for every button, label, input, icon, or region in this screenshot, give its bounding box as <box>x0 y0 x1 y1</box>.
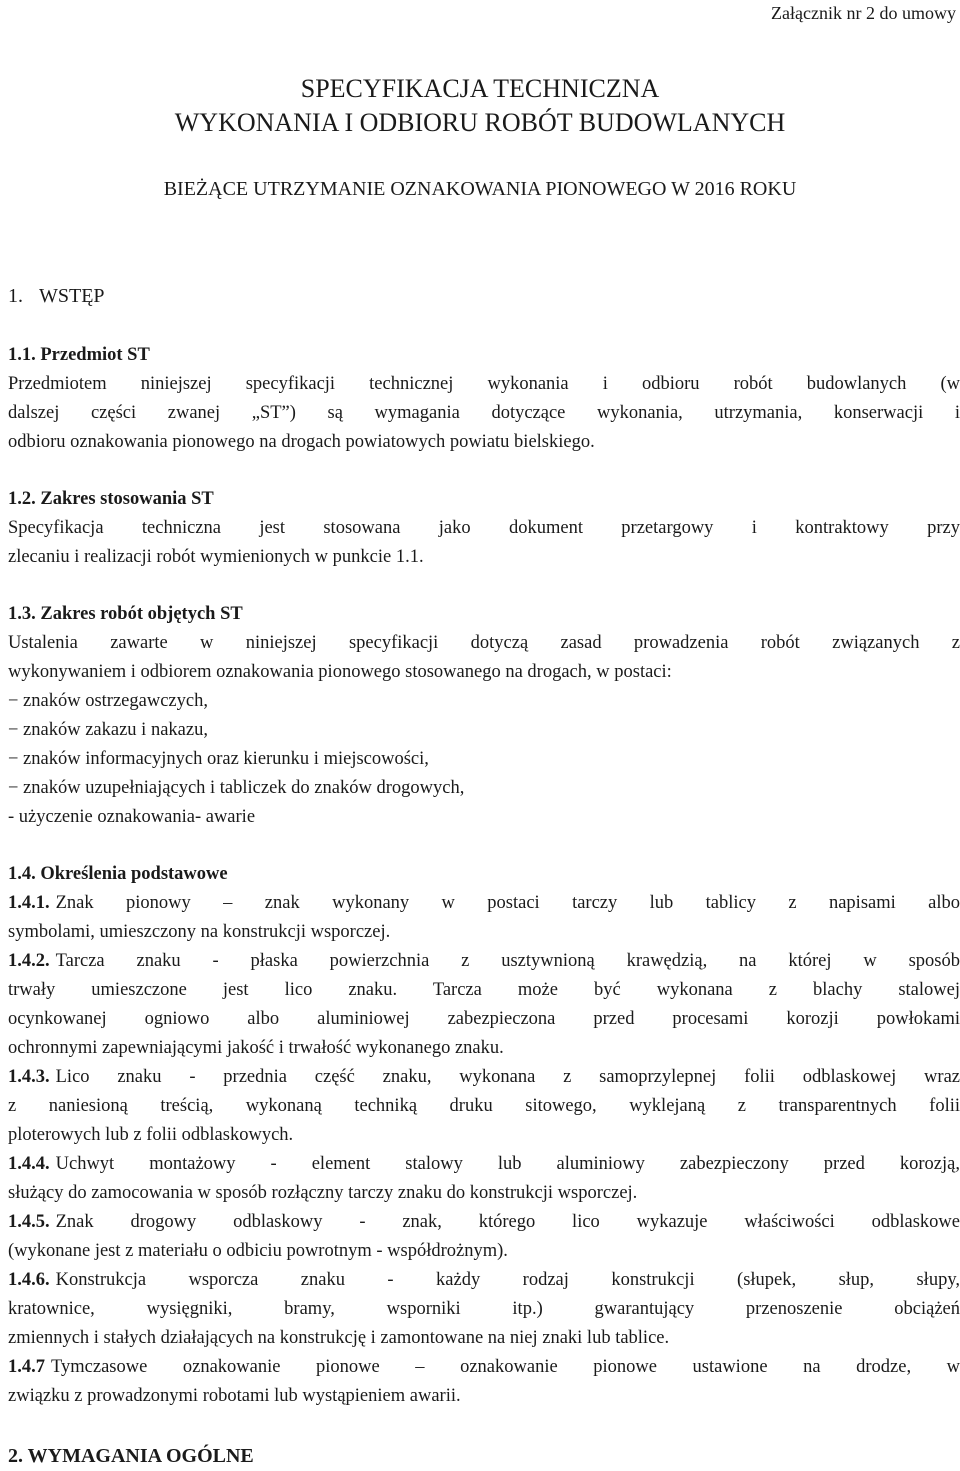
subsection-1-4-heading: 1.4. Określenia podstawowe <box>8 864 228 884</box>
paragraph-line: kratownice, wysięgniki, bramy, wsporniki itp.) gwarantujący przenoszenie obciążeń <box>8 1299 960 1319</box>
paragraph-line: z naniesioną treścią, wykonaną techniką druku sitowego, wyklejaną z transparentnych folii <box>8 1096 960 1116</box>
definition-1-4-6 <box>8 1266 960 1295</box>
definition-1-4-7 <box>8 1353 960 1382</box>
section-2-heading: 2. WYMAGANIA OGÓLNE <box>8 1445 254 1467</box>
paragraph-line: ochronnymi zapewniającymi jakość i trwałość wykonanego znaku. <box>8 1038 504 1058</box>
definition-1-4-1 <box>8 889 960 918</box>
section-1-number: 1. <box>8 285 23 307</box>
definition-text: Konstrukcja wsporcza znaku - każdy rodzaj konstrukcji (słupek, słup, słupy, <box>55 1270 960 1290</box>
paragraph-line: zlecaniu i realizacji robót wymienionych w punkcie 1.1. <box>8 547 424 567</box>
definition-1-4-3 <box>8 1063 960 1092</box>
paragraph-line: trwały umieszczone jest lico znaku. Tarcza może być wykonana z blachy stalowej <box>8 980 960 1000</box>
paragraph-line: ploterowych lub z folii odblaskowych. <box>8 1125 294 1145</box>
definition-1-4-5 <box>8 1208 960 1237</box>
paragraph-line: Ustalenia zawarte w niniejszej specyfikacji dotyczą zasad prowadzenia robót związanych z <box>8 633 960 653</box>
definition-text: Uchwyt montażowy - element stalowy lub aluminiowy zabezpieczony przed korozją, <box>55 1154 960 1174</box>
paragraph-line: (wykonane jest z materiału o odbiciu powrotnym - współdrożnym). <box>8 1241 508 1261</box>
list-item: − znaków zakazu i nakazu, <box>8 720 208 740</box>
definition-number: 1.4.7 <box>8 1357 45 1377</box>
paragraph-line: wykonywaniem i odbiorem oznakowania pionowego stosowanego na drogach, w postaci: <box>8 662 672 682</box>
definition-number: 1.4.6. <box>8 1270 50 1290</box>
definition-text: Tarcza znaku - płaska powierzchnia z usztywnioną krawędzią, na której w sposób <box>55 951 960 971</box>
definition-number: 1.4.4. <box>8 1154 50 1174</box>
list-item: − znaków ostrzegawczych, <box>8 691 208 711</box>
document-body <box>8 282 960 1471</box>
paragraph-line: ocynkowanej ogniowo albo aluminiowej zabezpieczona przed procesami korozji powłokami <box>8 1009 960 1029</box>
document-title <box>0 72 960 140</box>
document-subtitle: BIEŻĄCE UTRZYMANIE OZNAKOWANIA PIONOWEGO W 2016 ROKU <box>163 178 797 200</box>
paragraph-line: odbioru oznakowania pionowego na drogach powiatowych powiatu bielskiego. <box>8 432 595 452</box>
definition-number: 1.4.5. <box>8 1212 50 1232</box>
definition-text: Znak pionowy – znak wykonany w postaci tarczy lub tablicy z napisami albo <box>55 893 960 913</box>
definition-text: Lico znaku - przednia część znaku, wykonana z samoprzylepnej folii odblaskowej wraz <box>55 1067 960 1087</box>
definition-number: 1.4.3. <box>8 1067 50 1087</box>
definition-number: 1.4.2. <box>8 951 50 971</box>
paragraph-line: Specyfikacja techniczna jest stosowana jako dokument przetargowy i kontraktowy przy <box>8 518 960 538</box>
title-line-2: WYKONANIA I ODBIORU ROBÓT BUDOWLANYCH <box>174 108 786 137</box>
paragraph-line: symbolami, umieszczony na konstrukcji wsporczej. <box>8 922 391 942</box>
subsection-1-1-heading: 1.1. Przedmiot ST <box>8 345 150 365</box>
title-line-1: SPECYFIKACJA TECHNICZNA <box>300 74 660 103</box>
definition-text: Znak drogowy odblaskowy - znak, którego lico wykazuje właściwości odblaskowe <box>55 1212 960 1232</box>
definition-1-4-2 <box>8 947 960 976</box>
section-1-title: WSTĘP <box>39 285 105 307</box>
list-item: - użyczenie oznakowania- awarie <box>8 807 256 827</box>
paragraph-line: służący do zamocowania w sposób rozłączny tarczy znaku do konstrukcji wsporczej. <box>8 1183 638 1203</box>
subsection-1-3-heading: 1.3. Zakres robót objętych ST <box>8 604 243 624</box>
paragraph-line: dalszej części zwanej „ST”) są wymagania dotyczące wykonania, utrzymania, konserwacji i <box>8 403 960 423</box>
annex-label: Załącznik nr 2 do umowy <box>771 3 956 23</box>
paragraph-line: Przedmiotem niniejszej specyfikacji technicznej wykonania i odbioru robót budowlanych (w <box>8 374 960 394</box>
list-item: − znaków informacyjnych oraz kierunku i miejscowości, <box>8 749 429 769</box>
section-1-heading <box>8 282 960 310</box>
subsection-1-2-heading: 1.2. Zakres stosowania ST <box>8 489 214 509</box>
definition-1-4-4 <box>8 1150 960 1179</box>
definition-number: 1.4.1. <box>8 893 50 913</box>
definition-text: Tymczasowe oznakowanie pionowe – oznakowanie pionowe ustawione na drodze, w <box>51 1357 960 1377</box>
list-item: − znaków uzupełniających i tabliczek do znaków drogowych, <box>8 778 465 798</box>
paragraph-line: związku z prowadzonymi robotami lub wystąpieniem awarii. <box>8 1386 461 1406</box>
paragraph-line: zmiennych i stałych działających na konstrukcję i zamontowane na niej znaki lub tablice. <box>8 1328 670 1348</box>
